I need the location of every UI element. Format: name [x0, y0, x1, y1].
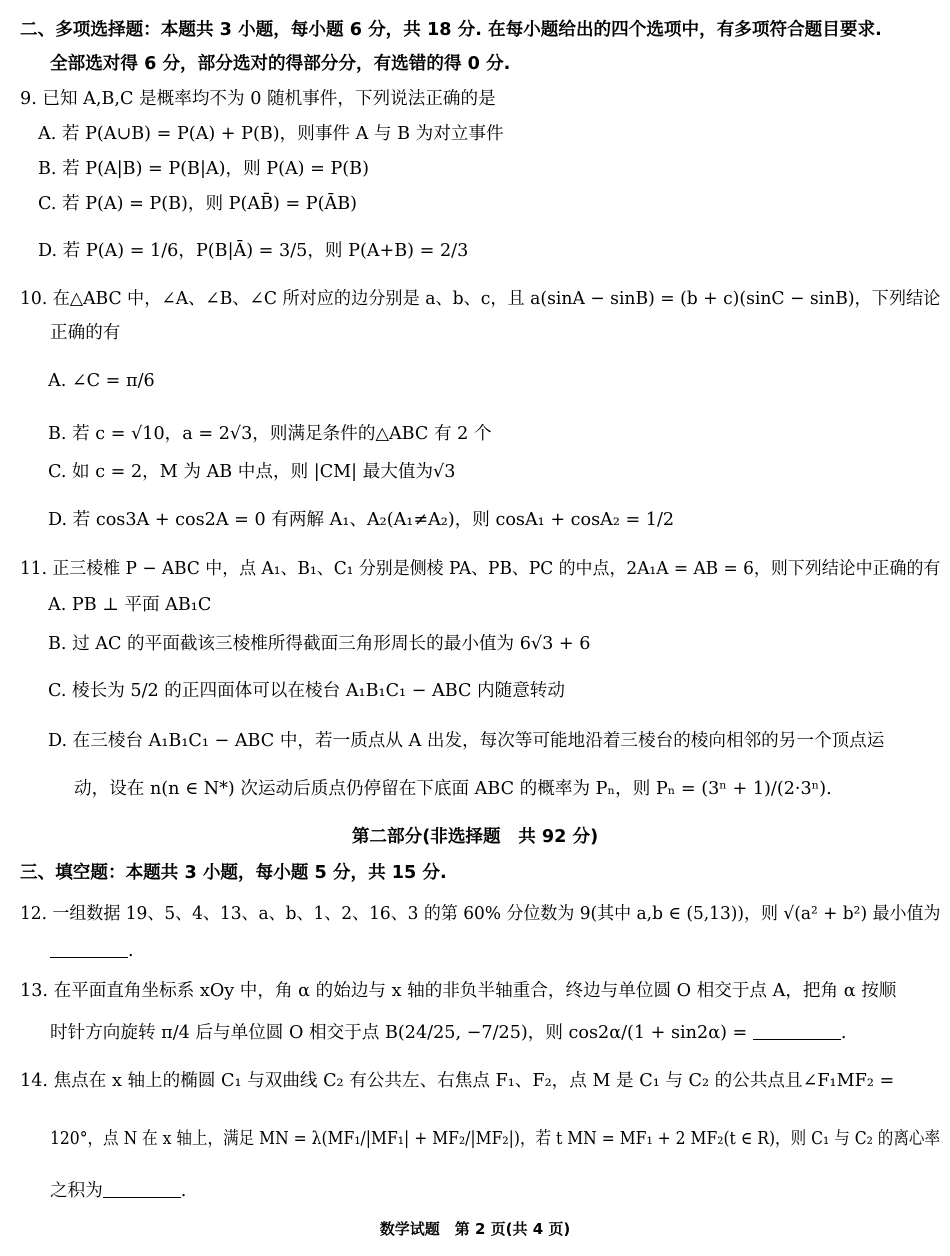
question-10-option-c: C. 如 c = 2，M 为 AB 中点，则 |CM| 最大值为√3	[48, 462, 456, 482]
question-9-option-d: D. 若 P(A) = 1/6，P(B|Ā) = 3/5，则 P(A+B) = 2/3	[38, 241, 469, 261]
section-2-header-cont: 全部选对得 6 分，部分选对的得部分分，有选错的得 0 分.	[50, 54, 511, 74]
question-11-option-d: D. 在三棱台 A₁B₁C₁ − ABC 中，若一质点从 A 出发，每次等可能地沿着三棱台的棱向相邻的另一个顶点运	[48, 731, 885, 751]
question-11-option-a: A. PB ⊥ 平面 AB₁C	[48, 595, 212, 615]
answer-blank[interactable]	[103, 1180, 181, 1198]
question-12-answer-line: .	[50, 940, 134, 962]
question-10-stem: 10. 在△ABC 中，∠A、∠B、∠C 所对应的边分别是 a、b、c，且 a(sinA − sinB) = (b + c)(sinC − sinB)，下列结论	[20, 289, 941, 309]
question-10-option-d: D. 若 cos3A + cos2A = 0 有两解 A₁、A₂(A₁≠A₂)，则 cosA₁ + cosA₂ = 1/2	[48, 510, 675, 530]
page-footer: 数学试题 第 2 页(共 4 页)	[379, 1220, 571, 1238]
question-14-end: 之积为 .	[50, 1181, 187, 1201]
question-10-option-a: A. ∠C = π/6	[48, 371, 155, 391]
question-10-stem-cont: 正确的有	[50, 323, 121, 343]
question-9-stem: 9. 已知 A,B,C 是概率均不为 0 随机事件，下列说法正确的是	[20, 89, 496, 109]
question-11-option-d-cont: 动，设在 n(n ∈ N*) 次运动后质点仍停留在下底面 ABC 的概率为 Pₙ，则 Pₙ = (3ⁿ + 1)/(2·3ⁿ).	[74, 779, 832, 799]
question-14-stem: 14. 焦点在 x 轴上的椭圆 C₁ 与双曲线 C₂ 有公共左、右焦点 F₁、F₂，点 M 是 C₁ 与 C₂ 的公共点且∠F₁MF₂ =	[20, 1071, 895, 1091]
question-11-stem: 11. 正三棱椎 P − ABC 中，点 A₁、B₁、C₁ 分别是侧棱 PA、PB、PC 的中点，2A₁A = AB = 6，则下列结论中正确的有	[20, 559, 941, 579]
question-10-option-b: B. 若 c = √10，a = 2√3，则满足条件的△ABC 有 2 个	[48, 424, 492, 444]
question-9-option-c: C. 若 P(A) = P(B)，则 P(AB̄) = P(ĀB)	[38, 194, 358, 214]
question-13-stem: 13. 在平面直角坐标系 xOy 中，角 α 的始边与 x 轴的非负半轴重合，终边与单位圆 O 相交于点 A，把角 α 按顺	[20, 981, 897, 1001]
question-11-option-c: C. 棱长为 5/2 的正四面体可以在棱台 A₁B₁C₁ − ABC 内随意转动	[48, 681, 565, 701]
question-9-option-a: A. 若 P(A∪B) = P(A) + P(B)，则事件 A 与 B 为对立事件	[38, 124, 504, 144]
part-2-title: 第二部分(非选择题 共 92 分)	[351, 827, 599, 847]
question-9-option-b: B. 若 P(A|B) = P(B|A)，则 P(A) = P(B)	[38, 159, 369, 179]
answer-blank[interactable]	[50, 940, 128, 958]
question-11-option-b: B. 过 AC 的平面截该三棱椎所得截面三角形周长的最小值为 6√3 + 6	[48, 634, 591, 654]
question-13-cont: 时针方向旋转 π/4 后与单位圆 O 相交于点 B(24/25, −7/25)，则 cos2α/(1 + sin2α) = .	[50, 1023, 847, 1043]
question-12-stem: 12. 一组数据 19、5、4、13、a、b、1、2、16、3 的第 60% 分位数为 9(其中 a,b ∈ (5,13))，则 √(a² + b²) 最小值为	[20, 904, 941, 924]
question-14-cont: 120°，点 N 在 x 轴上，满足 MN = λ(MF₁/|MF₁| + MF₂/|MF₂|)，若 t MN = MF₁ + 2 MF₂(t ∈ R)，则 C₁ 与 C₂ 的离心率	[50, 1129, 941, 1149]
section-3-header: 三、填空题：本题共 3 小题，每小题 5 分，共 15 分.	[20, 863, 447, 883]
answer-blank[interactable]	[753, 1022, 841, 1040]
section-2-header: 二、多项选择题：本题共 3 小题，每小题 6 分，共 18 分. 在每小题给出的四个选项中，有多项符合题目要求.	[20, 20, 882, 40]
